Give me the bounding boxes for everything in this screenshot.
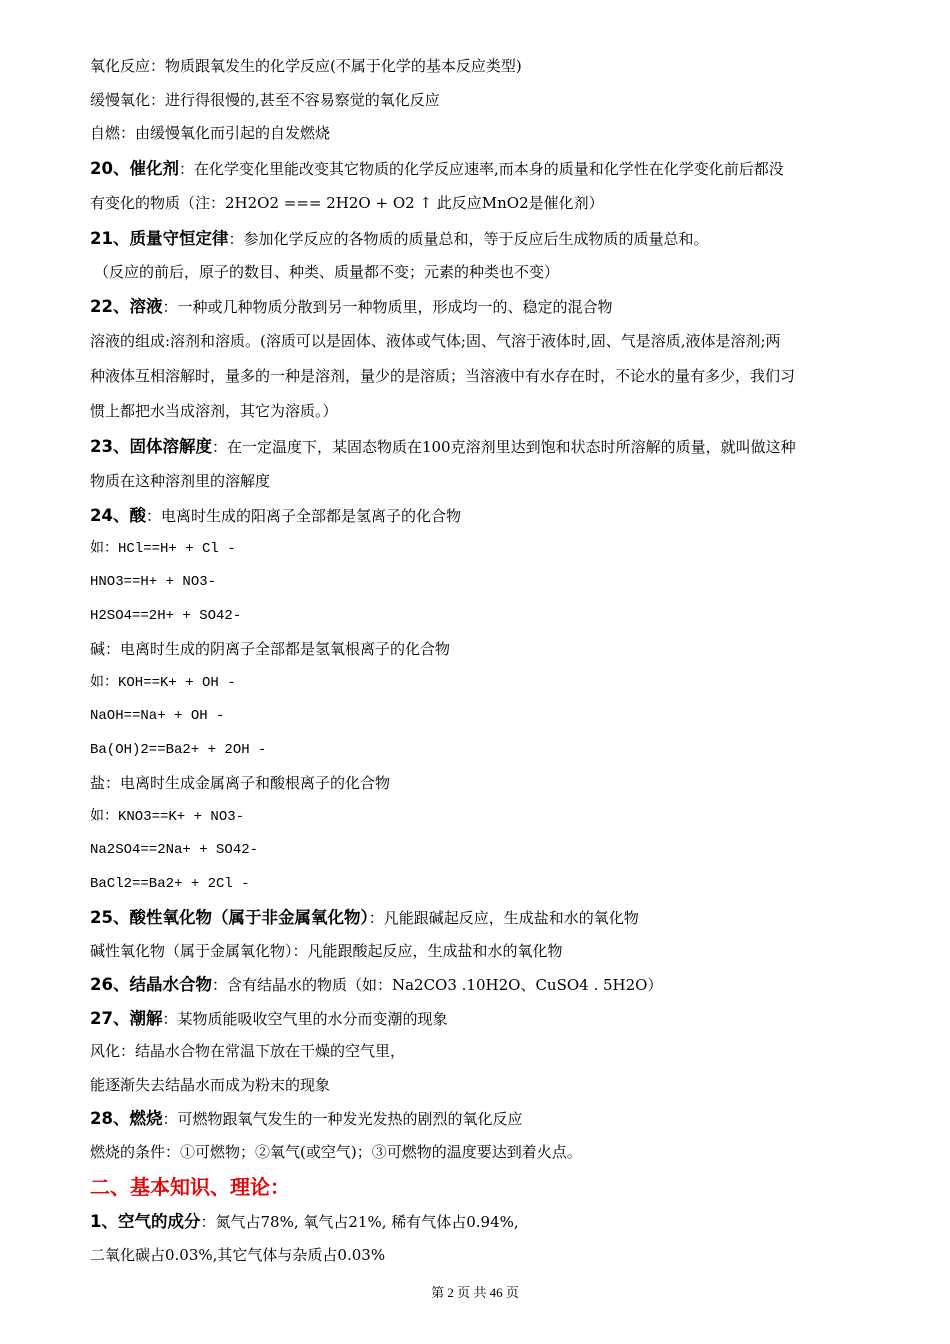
text-line: 缓慢氧化：进行得很慢的,甚至不容易察觉的氧化反应	[90, 90, 440, 109]
term-combustion: 28、燃烧	[90, 1109, 163, 1128]
term-mass-conservation: 21、质量守恒定律	[90, 228, 229, 248]
knowledge-1	[90, 1205, 870, 1239]
text-line: 氧化反应：物质跟氧发生的化学反应(不属于化学的基本反应类型)	[90, 57, 522, 75]
definition-26	[90, 968, 870, 1002]
text-line: 惯上都把水当成溶剂，其它为溶质。）	[90, 402, 338, 420]
text-line: 溶液的组成:溶剂和溶质。(溶质可以是固体、液体或气体;固、气溶于液体时,固、气是溶质,液体是溶剂;两	[90, 332, 781, 350]
text-line: 自燃：由缓慢氧化而引起的自发燃烧	[90, 124, 331, 142]
definition-21	[90, 221, 870, 256]
text-line: 物质在这种溶剂里的溶解度	[90, 472, 271, 490]
definition-text: ：可燃物跟氧气发生的一种发光发热的剧烈的氧化反应	[162, 1110, 523, 1128]
definition-text: ：参加化学反应的各物质的质量总和，等于反应后生成物质的质量总和。	[228, 229, 709, 248]
definition-text: ：电离时生成的阳离子全部都是氢离子的化合物	[145, 507, 461, 525]
document-body	[90, 50, 870, 1272]
term-catalyst: 20、催化剂	[90, 158, 179, 178]
text-line: 燃烧的条件：①可燃物；②氧气(或空气)；③可燃物的温度要达到着火点。	[90, 1142, 582, 1161]
term-deliquescence: 27、潮解	[90, 1008, 163, 1028]
term-solution: 22、溶液	[90, 297, 163, 316]
text-line: 碱性氧化物（属于金属氧化物）：凡能跟酸起反应，生成盐和水的氧化物	[90, 941, 563, 960]
term-hydrate: 26、结晶水合物	[90, 975, 212, 994]
term-solubility: 23、固体溶解度	[90, 437, 212, 456]
equation-line: NaOH==Na+ + OH -	[90, 708, 225, 724]
equation-line: 如：KNO3==K+ + NO3-	[90, 808, 245, 825]
equation-line: H2SO4==2H+ + SO42-	[90, 607, 242, 624]
text-line: 盐：电离时生成金属离子和酸根离子的化合物	[90, 774, 391, 792]
text-line: 风化：结晶水合物在常温下放在干燥的空气里，	[90, 1042, 406, 1060]
definition-text: ：某物质能吸收空气里的水分而变潮的现象	[162, 1009, 448, 1028]
equation-line: BaCl2==Ba2+ + 2Cl -	[90, 875, 250, 892]
section-heading: 二、基本知识、理论：	[90, 1175, 290, 1199]
definition-text: ：凡能跟碱起反应，生成盐和水的氧化物	[368, 909, 639, 927]
term-air-composition: 1、空气的成分	[90, 1212, 201, 1231]
text-line: 二氧化碳占0.03%,其它气体与杂质占0.03%	[90, 1245, 386, 1264]
equation-line: Ba(OH)2==Ba2+ + 2OH -	[90, 741, 267, 758]
equation-line: 如：KOH==K+ + OH -	[90, 674, 236, 691]
definition-25	[90, 901, 870, 935]
definition-text: ：一种或几种物质分散到另一种物质里，形成均一的、稳定的混合物	[162, 298, 613, 316]
definition-20	[90, 151, 870, 186]
text-line: 能逐渐失去结晶水而成为粉末的现象	[90, 1075, 331, 1094]
definition-22	[90, 289, 870, 324]
definition-text: ：含有结晶水的物质（如：Na2CO3 .10H2O、CuSO4 . 5H2O）	[211, 976, 663, 994]
text-line: 种液体互相溶解时，量多的一种是溶剂，量少的是溶质；当溶液中有水存在时，不论水的量有多少，我们习	[90, 367, 796, 385]
definition-text: ：在化学变化里能改变其它物质的化学反应速率,而本身的质量和化学性在化学变化前后都没	[178, 159, 784, 178]
term-acidic-oxide: 25、酸性氧化物（属于非金属氧化物）	[90, 908, 369, 927]
definition-28	[90, 1102, 870, 1136]
equation-line: Na2SO4==2Na+ + SO42-	[90, 842, 259, 858]
text-line: （反应的前后，原子的数目、种类、质量都不变；元素的种类也不变）	[94, 262, 560, 281]
term-acid: 24、酸	[90, 506, 146, 525]
definition-text: ：在一定温度下，某固态物质在100克溶剂里达到饱和状态时所溶解的质量，就叫做这种	[211, 438, 796, 456]
definition-24	[90, 499, 870, 533]
definition-23	[90, 429, 870, 464]
page-footer: 第 2 页 共 46 页	[431, 1285, 519, 1300]
definition-text: ：氮气占78%, 氧气占21%, 稀有气体占0.94%,	[200, 1213, 519, 1231]
text-line: 有变化的物质（注：2H2O2 === 2H2O + O2 ↑ 此反应MnO2是催化剂）	[90, 193, 604, 212]
equation-line: HNO3==H+ + NO3-	[90, 574, 217, 590]
equation-line: 如：HCl==H+ + Cl -	[90, 540, 236, 557]
definition-27	[90, 1002, 870, 1036]
text-line: 碱：电离时生成的阴离子全部都是氢氧根离子的化合物	[90, 640, 451, 658]
